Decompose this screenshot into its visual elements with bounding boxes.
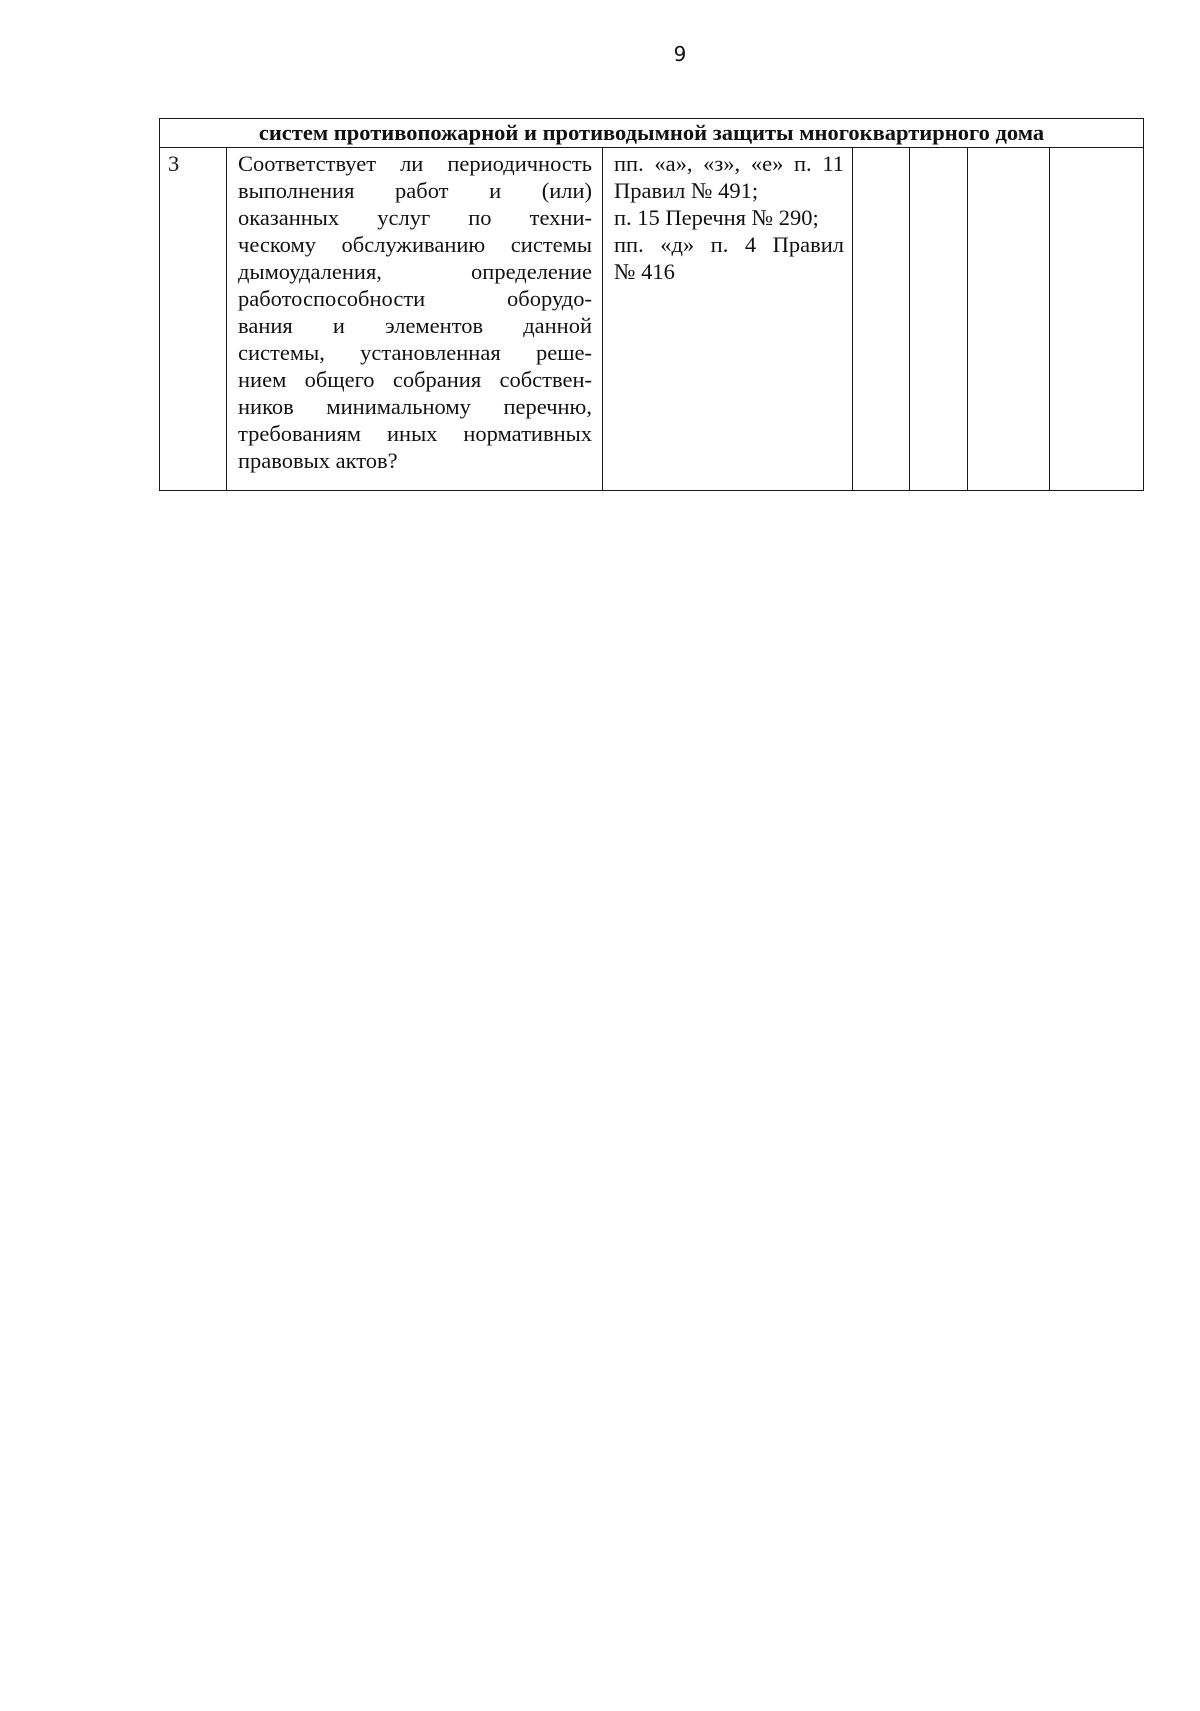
- question-line: ников минимальному перечню,: [238, 394, 592, 419]
- answer-cell-yes[interactable]: [853, 148, 910, 491]
- question-line: ческому обслуживанию системы: [238, 232, 592, 257]
- question-line: вания и элементов данной: [238, 313, 592, 338]
- question-line: дымоудаления, определение: [238, 259, 592, 284]
- question-line: выполнения работ и (или): [238, 178, 592, 203]
- page-number: 9: [673, 42, 687, 66]
- section-heading-row: [160, 119, 1144, 148]
- question-line: Соответствует ли периодичность: [238, 151, 592, 176]
- answer-cell-no[interactable]: [910, 148, 968, 491]
- reference-line: пп. «д» п. 4 Правил: [614, 232, 844, 257]
- reference-line: пп. «а», «з», «е» п. 11: [614, 151, 844, 176]
- answer-cell-notes[interactable]: [1050, 148, 1144, 491]
- question-line: требованиям иных нормативных: [238, 421, 592, 446]
- question-line: системы, установленная реше-: [238, 340, 592, 365]
- question-cell: [227, 148, 603, 491]
- answer-cell-not-applicable[interactable]: [968, 148, 1050, 491]
- reference-line: п. 15 Перечня № 290;: [614, 205, 819, 230]
- checklist-table: [159, 118, 1144, 491]
- question-line: оказанных услуг по техни-: [238, 205, 592, 230]
- section-heading: систем противопожарной и противодымной защиты многоквартирного дома: [160, 119, 1144, 148]
- question-line: нием общего собрания собствен-: [238, 367, 592, 392]
- question-line: правовых актов?: [238, 448, 398, 473]
- table-row: [160, 148, 1144, 491]
- reference-line: Правил № 491;: [614, 178, 759, 203]
- reference-line: № 416: [614, 259, 675, 284]
- question-line: работоспособности оборудо-: [238, 286, 592, 311]
- legal-reference-cell: [603, 148, 853, 491]
- row-number: 3: [160, 148, 227, 491]
